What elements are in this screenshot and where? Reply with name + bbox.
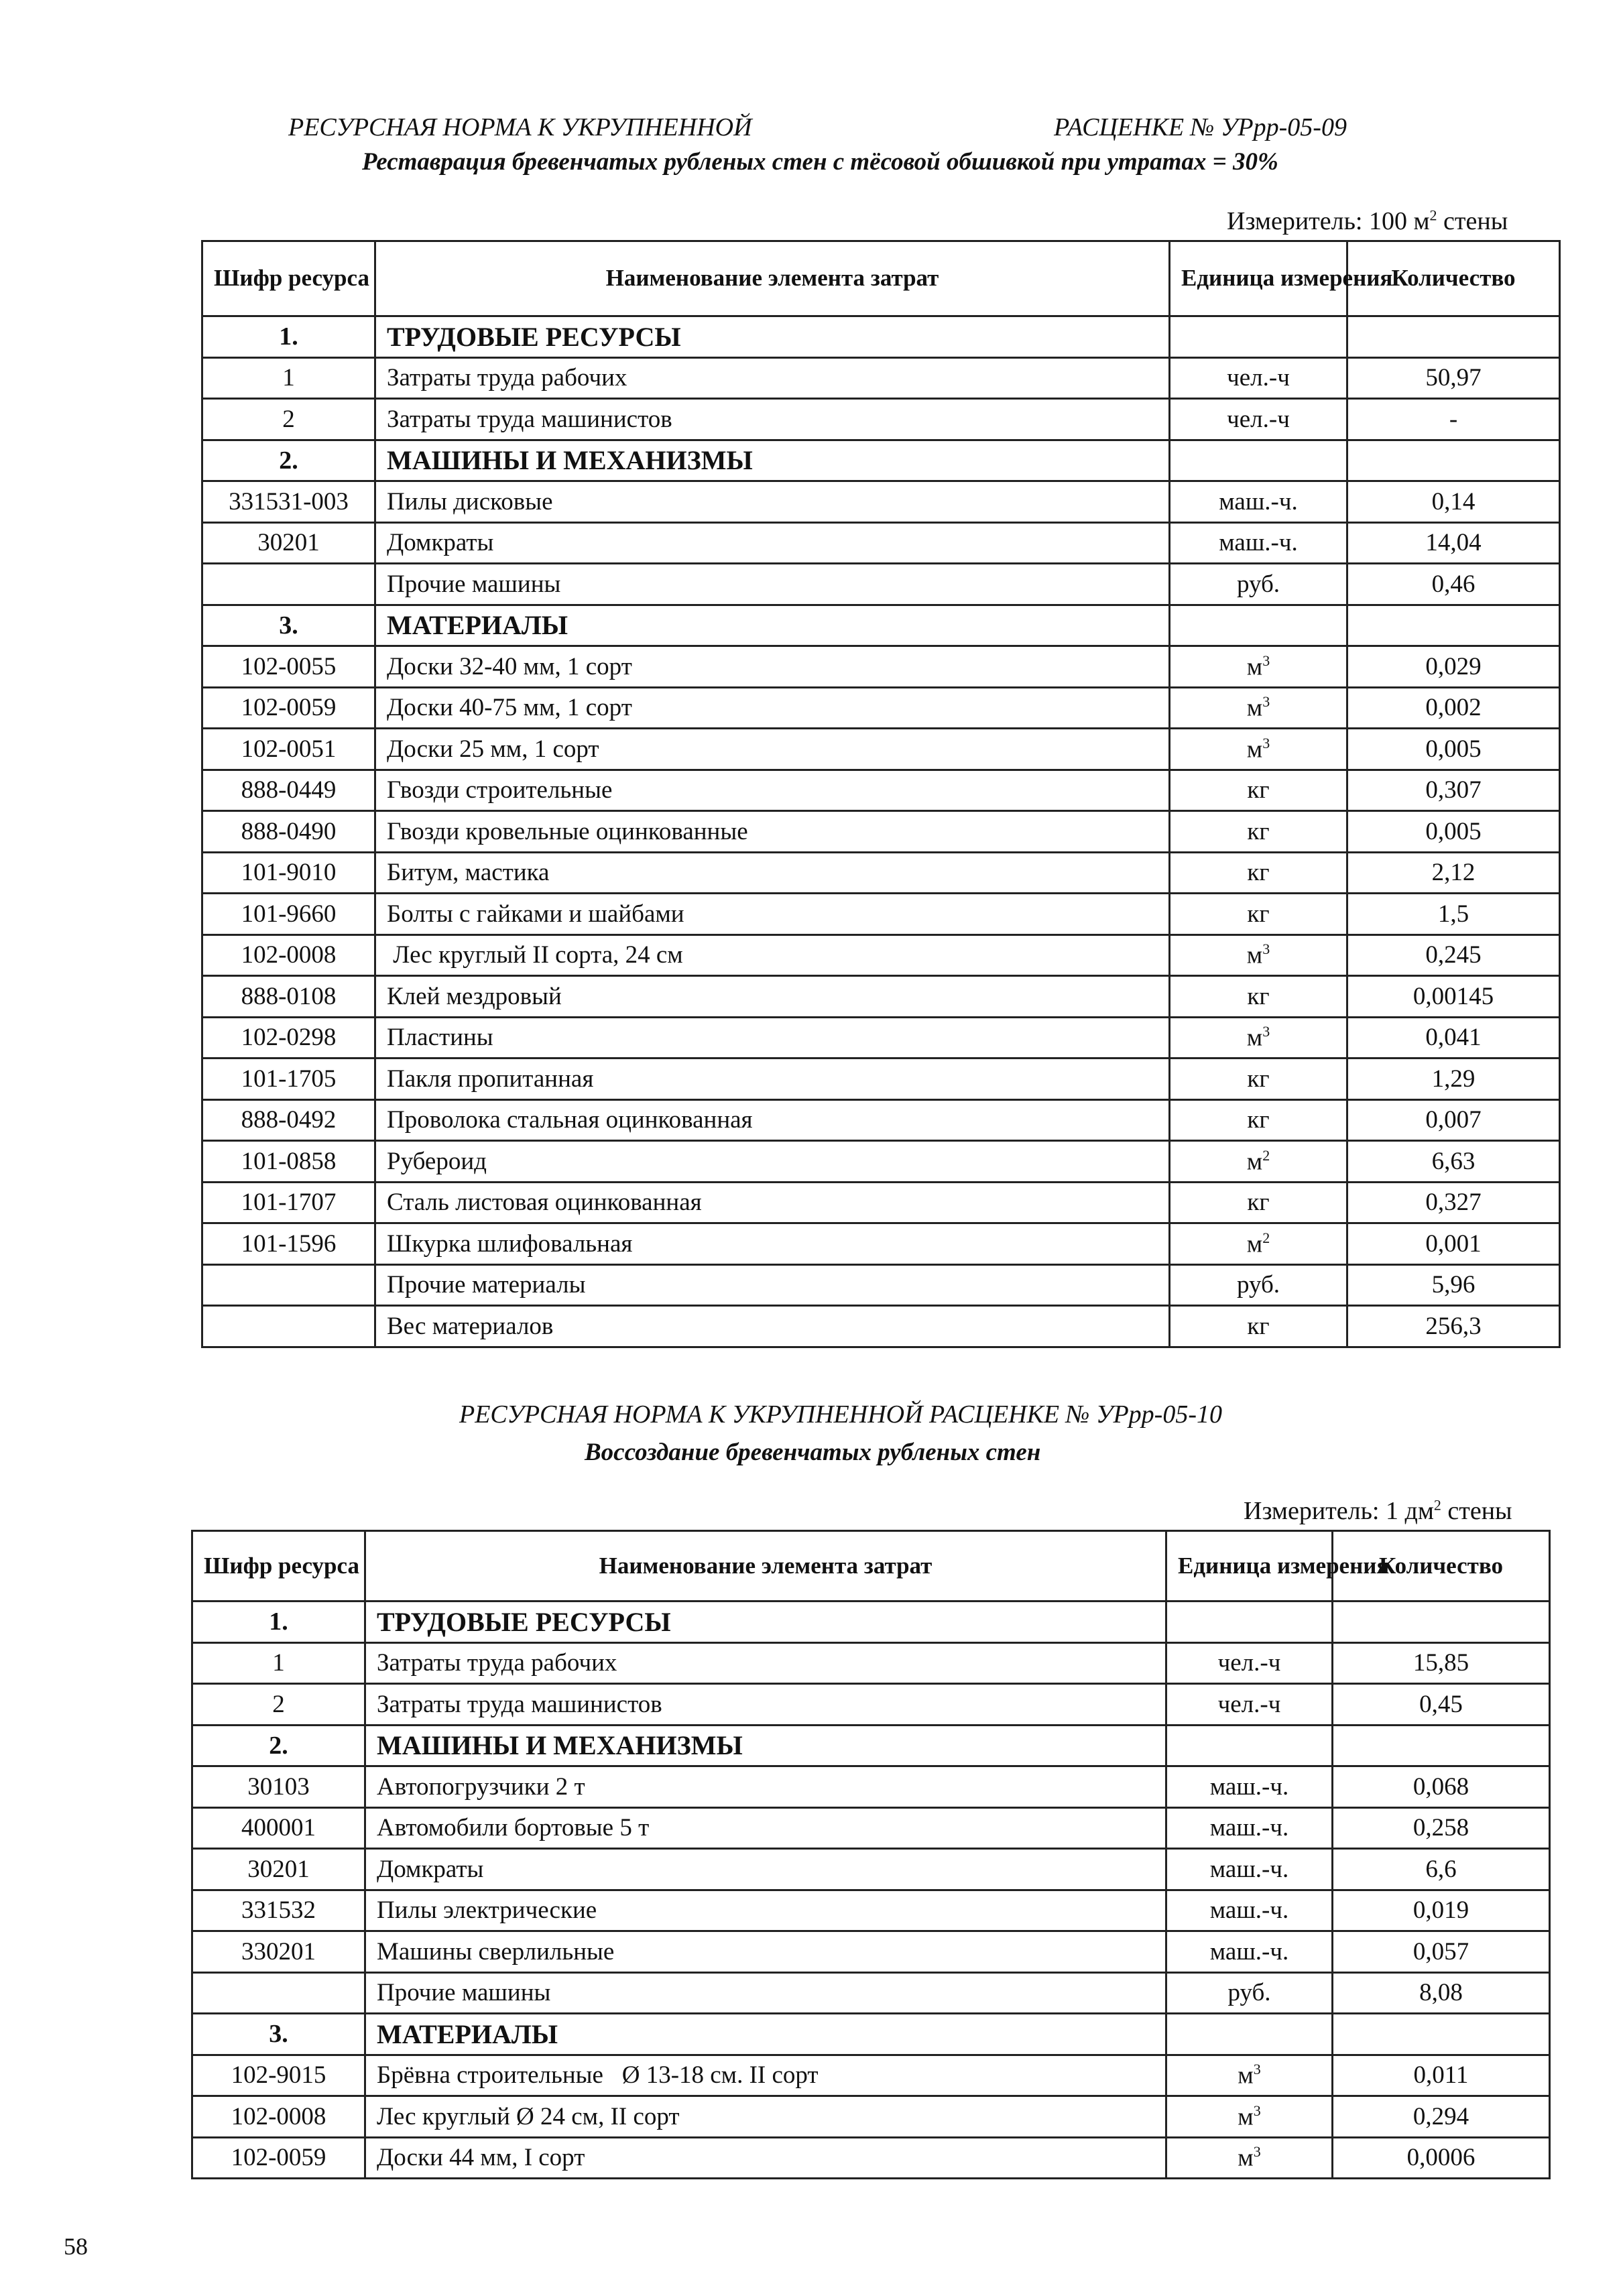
unit-cell (1170, 316, 1347, 358)
unit-exponent: 3 (1262, 1023, 1270, 1040)
unit-cell (1166, 1849, 1333, 1890)
table-row (202, 1099, 1560, 1141)
unit-value: маш.-ч. (1209, 1937, 1289, 1966)
quantity-value (1347, 605, 1560, 646)
unit-cell (1166, 1602, 1333, 1643)
unit-cell (1166, 1684, 1333, 1726)
quantity-value (1333, 1602, 1550, 1643)
resource-name: МАТЕРИАЛЫ (375, 605, 1170, 646)
unit-cell (1170, 852, 1347, 894)
quantity-value: 15,85 (1333, 1642, 1550, 1684)
resource-code: 2 (192, 1684, 365, 1726)
resource-code (192, 1972, 365, 2014)
resource-code: 400001 (192, 1807, 365, 1849)
table-row (192, 1931, 1550, 1973)
quantity-value: 0,294 (1333, 2096, 1550, 2138)
unit-value: кг (1247, 900, 1270, 928)
unit-cell (1170, 976, 1347, 1018)
unit-value: маш.-ч. (1209, 1772, 1289, 1801)
resource-code: 101-9010 (202, 852, 375, 894)
col-name-header: Наименование элемента затрат (365, 1531, 1166, 1602)
resource-name: Пилы электрические (365, 1890, 1166, 1931)
norm1-subtitle: Реставрация бревенчатых рубленых стен с тёсовой обшивкой при утратах = 30% (362, 148, 1278, 176)
unit-exponent: 3 (1262, 693, 1270, 711)
table-row (192, 1642, 1550, 1684)
unit-value: маш.-ч. (1219, 529, 1298, 557)
resource-name: Затраты труда машинистов (365, 1684, 1166, 1726)
table-row (192, 1972, 1550, 2014)
quantity-value: 0,001 (1347, 1223, 1560, 1265)
quantity-value: 1,29 (1347, 1059, 1560, 1100)
unit-value: чел.-ч (1227, 364, 1290, 392)
unit-value: чел.-ч (1217, 1690, 1281, 1718)
unit-value: м (1246, 652, 1263, 680)
col-unit-header: Единица измерения (1170, 241, 1347, 316)
quantity-value: 0,45 (1333, 1684, 1550, 1726)
table-row (202, 1182, 1560, 1223)
table-row (202, 481, 1560, 523)
norm2-measure: Измеритель: 1 $дм^2$ стены (1244, 1496, 1512, 1525)
norm2-table (191, 1530, 1551, 2179)
resource-name: Болты с гайками и шайбами (375, 894, 1170, 935)
unit-cell (1170, 522, 1347, 564)
table-row (202, 1306, 1560, 1347)
resource-code: 888-0490 (202, 811, 375, 853)
unit-value: кг (1247, 817, 1270, 845)
quantity-value: 5,96 (1347, 1264, 1560, 1306)
section-row (192, 1725, 1550, 1766)
table-row (202, 770, 1560, 811)
resource-code: 101-1596 (202, 1223, 375, 1265)
resource-code: 3. (202, 605, 375, 646)
unit-value: м (1246, 1147, 1263, 1175)
unit-cell (1170, 481, 1347, 523)
resource-name: Лес круглый II сорта, 24 см (375, 934, 1170, 976)
unit-cell (1170, 1099, 1347, 1141)
unit-cell (1166, 1972, 1333, 2014)
quantity-value: 0,029 (1347, 646, 1560, 688)
resource-code: 330201 (192, 1931, 365, 1973)
unit-value: м (1246, 694, 1263, 722)
unit-exponent: 3 (1253, 2102, 1261, 2119)
table-row (202, 1223, 1560, 1265)
table-row (202, 852, 1560, 894)
quantity-value: 0,007 (1347, 1099, 1560, 1141)
resource-name: Пластины (375, 1017, 1170, 1059)
unit-value: м (1246, 1229, 1263, 1258)
resource-code: 102-9015 (192, 2055, 365, 2096)
quantity-value: 0,327 (1347, 1182, 1560, 1223)
quantity-value: 0,245 (1347, 934, 1560, 976)
resource-code: 1. (202, 316, 375, 358)
quantity-value: 0,005 (1347, 729, 1560, 770)
resource-code: 102-0008 (192, 2096, 365, 2138)
quantity-value: 0,14 (1347, 481, 1560, 523)
resource-name: МАТЕРИАЛЫ (365, 2014, 1166, 2055)
table-row (202, 811, 1560, 853)
quantity-value: 0,005 (1347, 811, 1560, 853)
col-qty-header: Количество (1333, 1531, 1550, 1602)
quantity-value: 14,04 (1347, 522, 1560, 564)
unit-value: маш.-ч. (1209, 1814, 1289, 1842)
quantity-value: 2,12 (1347, 852, 1560, 894)
resource-code (202, 1306, 375, 1347)
section-row (192, 1602, 1550, 1643)
resource-code: 888-0492 (202, 1099, 375, 1141)
resource-code: 2 (202, 399, 375, 440)
resource-name: МАШИНЫ И МЕХАНИЗМЫ (375, 440, 1170, 481)
resource-name: Доски 32-40 мм, 1 сорт (375, 646, 1170, 688)
quantity-value: 0,0006 (1333, 2137, 1550, 2179)
quantity-value: 0,307 (1347, 770, 1560, 811)
resource-code: 331531-003 (202, 481, 375, 523)
unit-cell (1170, 1306, 1347, 1347)
resource-name: Прочие машины (375, 564, 1170, 605)
table-row (202, 646, 1560, 688)
resource-name: Сталь листовая оцинкованная (375, 1182, 1170, 1223)
table-row (192, 2137, 1550, 2179)
resource-name: Доски 44 мм, I сорт (365, 2137, 1166, 2179)
page-number: 58 (64, 2233, 88, 2260)
unit-cell (1166, 1890, 1333, 1931)
unit-exponent: 3 (1262, 734, 1270, 751)
quantity-value: 50,97 (1347, 357, 1560, 399)
unit-cell (1170, 1059, 1347, 1100)
quantity-value: 0,46 (1347, 564, 1560, 605)
unit-cell (1166, 1725, 1333, 1766)
unit-cell (1170, 770, 1347, 811)
resource-name: Клей мездровый (375, 976, 1170, 1018)
norm1-table (201, 240, 1561, 1348)
quantity-value (1347, 316, 1560, 358)
unit-exponent: 2 (1262, 1146, 1270, 1164)
quantity-value (1333, 1725, 1550, 1766)
table-row (202, 522, 1560, 564)
resource-name: Пилы дисковые (375, 481, 1170, 523)
unit-cell (1170, 811, 1347, 853)
unit-value: м (1238, 2061, 1254, 2090)
resource-name: Прочие материалы (375, 1264, 1170, 1306)
quantity-value: 256,3 (1347, 1306, 1560, 1347)
quantity-value: 0,041 (1347, 1017, 1560, 1059)
col-unit-header: Единица измерения (1166, 1531, 1333, 1602)
table-row (202, 976, 1560, 1018)
resource-name: МАШИНЫ И МЕХАНИЗМЫ (365, 1725, 1166, 1766)
resource-name: Брёвна строительные Ø 13-18 см. II сорт (365, 2055, 1166, 2096)
resource-name: Затраты труда рабочих (365, 1642, 1166, 1684)
quantity-value: 0,00145 (1347, 976, 1560, 1018)
unit-exponent: 3 (1253, 2143, 1261, 2161)
table-row (192, 1890, 1550, 1931)
resource-code: 101-9660 (202, 894, 375, 935)
resource-name: Пакля пропитанная (375, 1059, 1170, 1100)
table-row (202, 934, 1560, 976)
unit-cell (1170, 399, 1347, 440)
unit-cell (1166, 1642, 1333, 1684)
unit-value: кг (1247, 859, 1270, 887)
quantity-value: 0,068 (1333, 1766, 1550, 1808)
unit-cell (1166, 2055, 1333, 2096)
quantity-value: 1,5 (1347, 894, 1560, 935)
norm2-header: РЕСУРСНАЯ НОРМА К УКРУПНЕННОЙ РАСЦЕНКЕ № УРрр-05-10 (459, 1400, 1222, 1429)
resource-name: Машины сверлильные (365, 1931, 1166, 1973)
quantity-value: 8,08 (1333, 1972, 1550, 2014)
resource-code: 102-0059 (202, 687, 375, 729)
table-row (192, 1766, 1550, 1808)
unit-value: чел.-ч (1227, 405, 1290, 433)
resource-name: Доски 40-75 мм, 1 сорт (375, 687, 1170, 729)
table-row (192, 1684, 1550, 1726)
unit-value: маш.-ч. (1209, 1896, 1289, 1925)
table-row (202, 1264, 1560, 1306)
norm1-header-right: РАСЦЕНКЕ № УРрр-05-09 (1054, 113, 1347, 141)
resource-code: 1. (192, 1602, 365, 1643)
unit-exponent: 3 (1262, 652, 1270, 669)
unit-cell (1170, 1017, 1347, 1059)
resource-code: 102-0298 (202, 1017, 375, 1059)
resource-code: 1 (192, 1642, 365, 1684)
table-row (202, 399, 1560, 440)
resource-name: Гвозди строительные (375, 770, 1170, 811)
unit-value: кг (1247, 1065, 1270, 1093)
resource-code: 101-1707 (202, 1182, 375, 1223)
unit-cell (1170, 605, 1347, 646)
unit-cell (1170, 357, 1347, 399)
table-row (202, 687, 1560, 729)
table-row (202, 564, 1560, 605)
unit-cell (1170, 564, 1347, 605)
unit-value: кг (1247, 1106, 1270, 1134)
table-row (192, 1807, 1550, 1849)
quantity-value: 6,6 (1333, 1849, 1550, 1890)
resource-name: Доски 25 мм, 1 сорт (375, 729, 1170, 770)
table-row (202, 1017, 1560, 1059)
quantity-value: 0,258 (1333, 1807, 1550, 1849)
col-qty-header: Количество (1347, 241, 1560, 316)
unit-value: руб. (1236, 1271, 1280, 1299)
unit-value: руб. (1236, 570, 1280, 598)
resource-name: Домкраты (375, 522, 1170, 564)
unit-value: руб. (1227, 1979, 1271, 2007)
table-row (192, 1849, 1550, 1890)
resource-code: 102-0008 (202, 934, 375, 976)
resource-name: Прочие машины (365, 1972, 1166, 2014)
unit-value: кг (1247, 776, 1270, 804)
resource-code: 30201 (202, 522, 375, 564)
resource-code: 1 (202, 357, 375, 399)
col-code-header: Шифр ресурса (192, 1531, 365, 1602)
unit-cell (1170, 1141, 1347, 1183)
unit-value: м (1238, 2102, 1254, 2130)
unit-cell (1170, 646, 1347, 688)
table-row (202, 1059, 1560, 1100)
resource-name: Автомобили бортовые 5 т (365, 1807, 1166, 1849)
resource-name: Шкурка шлифовальная (375, 1223, 1170, 1265)
unit-cell (1166, 2014, 1333, 2055)
section-row (202, 316, 1560, 358)
resource-name: Битум, мастика (375, 852, 1170, 894)
resource-name: Лес круглый Ø 24 см, II сорт (365, 2096, 1166, 2138)
resource-code: 2. (202, 440, 375, 481)
unit-cell (1166, 2096, 1333, 2138)
norm1-measure: Измеритель: 100 $м^2$ стены (1227, 206, 1508, 235)
resource-code (202, 1264, 375, 1306)
resource-code: 888-0449 (202, 770, 375, 811)
unit-cell (1170, 1264, 1347, 1306)
unit-value: м (1246, 735, 1263, 763)
resource-name: Затраты труда рабочих (375, 357, 1170, 399)
table-row (202, 357, 1560, 399)
resource-name: Домкраты (365, 1849, 1166, 1890)
unit-cell (1170, 729, 1347, 770)
resource-code (202, 564, 375, 605)
unit-exponent: 3 (1253, 2061, 1261, 2078)
table-row (192, 2055, 1550, 2096)
unit-cell (1166, 1766, 1333, 1808)
unit-cell (1170, 934, 1347, 976)
resource-code: 30201 (192, 1849, 365, 1890)
quantity-value: 6,63 (1347, 1141, 1560, 1183)
resource-code: 102-0055 (202, 646, 375, 688)
quantity-value: 0,011 (1333, 2055, 1550, 2096)
resource-code: 101-1705 (202, 1059, 375, 1100)
unit-cell (1166, 2137, 1333, 2179)
resource-name: Затраты труда машинистов (375, 399, 1170, 440)
unit-exponent: 3 (1262, 941, 1270, 958)
table-row (192, 2096, 1550, 2138)
resource-code: 30103 (192, 1766, 365, 1808)
quantity-value: 0,002 (1347, 687, 1560, 729)
unit-value: кг (1247, 982, 1270, 1010)
unit-exponent: 2 (1262, 1229, 1270, 1246)
unit-cell (1170, 440, 1347, 481)
norm2-subtitle: Воссоздание бревенчатых рубленых стен (585, 1439, 1041, 1466)
unit-value: чел.-ч (1217, 1649, 1281, 1677)
unit-cell (1170, 1182, 1347, 1223)
resource-code: 101-0858 (202, 1141, 375, 1183)
unit-value: кг (1247, 1312, 1270, 1340)
table-row (202, 894, 1560, 935)
unit-value: м (1238, 2144, 1254, 2172)
resource-name: Проволока стальная оцинкованная (375, 1099, 1170, 1141)
resource-code: 102-0059 (192, 2137, 365, 2179)
unit-value: кг (1247, 1189, 1270, 1217)
quantity-value: 0,057 (1333, 1931, 1550, 1973)
resource-name: Вес материалов (375, 1306, 1170, 1347)
quantity-value (1333, 2014, 1550, 2055)
resource-code: 102-0051 (202, 729, 375, 770)
resource-code: 2. (192, 1725, 365, 1766)
resource-code: 3. (192, 2014, 365, 2055)
unit-cell (1166, 1931, 1333, 1973)
resource-name: Гвозди кровельные оцинкованные (375, 811, 1170, 853)
resource-name: ТРУДОВЫЕ РЕСУРСЫ (375, 316, 1170, 358)
resource-code: 331532 (192, 1890, 365, 1931)
resource-name: Рубероид (375, 1141, 1170, 1183)
unit-value: маш.-ч. (1209, 1855, 1289, 1883)
quantity-value: - (1347, 399, 1560, 440)
table-row (202, 729, 1560, 770)
unit-value: маш.-ч. (1219, 487, 1298, 516)
unit-cell (1170, 894, 1347, 935)
col-code-header: Шифр ресурса (202, 241, 375, 316)
norm1-header-left: РЕСУРСНАЯ НОРМА К УКРУПНЕННОЙ (288, 113, 752, 141)
section-row (202, 440, 1560, 481)
unit-value: м (1246, 941, 1263, 969)
col-name-header: Наименование элемента затрат (375, 241, 1170, 316)
resource-name: ТРУДОВЫЕ РЕСУРСЫ (365, 1602, 1166, 1643)
resource-code: 888-0108 (202, 976, 375, 1018)
unit-cell (1170, 1223, 1347, 1265)
section-row (202, 605, 1560, 646)
section-row (192, 2014, 1550, 2055)
unit-cell (1170, 687, 1347, 729)
unit-value: м (1246, 1024, 1263, 1052)
quantity-value (1347, 440, 1560, 481)
table-row (202, 1141, 1560, 1183)
quantity-value: 0,019 (1333, 1890, 1550, 1931)
unit-cell (1166, 1807, 1333, 1849)
resource-name: Автопогрузчики 2 т (365, 1766, 1166, 1808)
